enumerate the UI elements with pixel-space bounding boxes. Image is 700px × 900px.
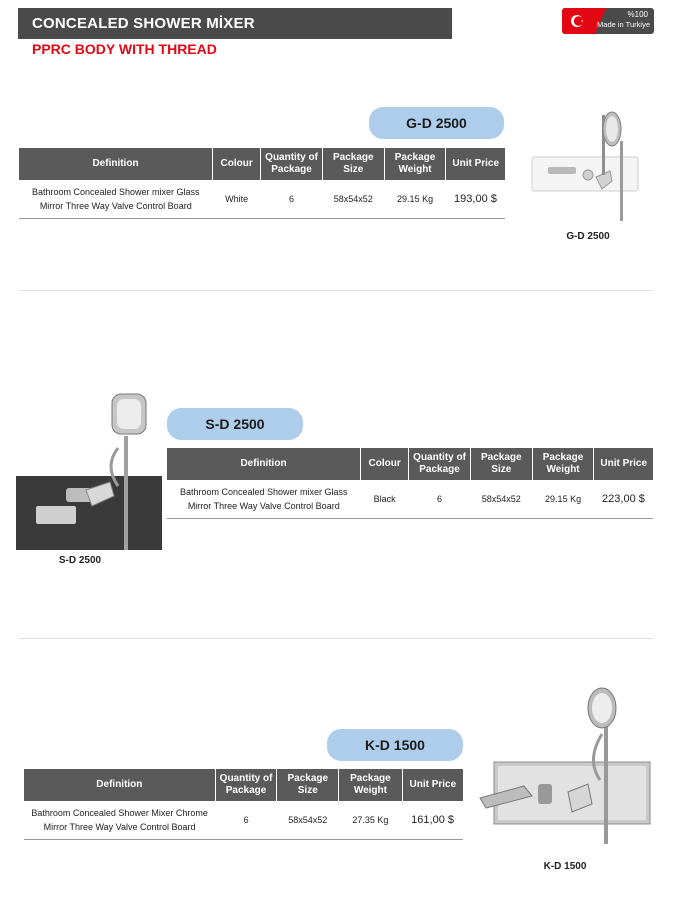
badge-made-in: Made in Turkiye bbox=[597, 20, 650, 29]
cell-definition: Bathroom Concealed Shower Mixer Chrome Mirror Three Way Valve Control Board bbox=[24, 801, 215, 840]
product-spec-table bbox=[167, 448, 653, 519]
cell-definition: Bathroom Concealed Shower mixer Glass Mirror Three Way Valve Control Board bbox=[19, 180, 213, 219]
cell-price: 193,00 $ bbox=[446, 180, 505, 219]
table-row bbox=[167, 480, 653, 519]
product-image-s-d-2500 bbox=[0, 386, 164, 552]
header-size: Package Size bbox=[277, 769, 339, 801]
header-definition: Definition bbox=[19, 148, 213, 180]
header-definition: Definition bbox=[167, 448, 361, 480]
cell-size: 58x54x52 bbox=[277, 801, 339, 840]
cell-size: 58x54x52 bbox=[322, 180, 384, 219]
cell-quantity: 6 bbox=[409, 480, 471, 519]
product-caption: S-D 2500 bbox=[58, 555, 102, 566]
product-caption: K-D 1500 bbox=[543, 861, 587, 872]
cell-price: 223,00 $ bbox=[594, 480, 653, 519]
header-weight: Package Weight bbox=[532, 448, 594, 480]
product-image-k-d-1500 bbox=[476, 680, 654, 852]
header-price: Unit Price bbox=[594, 448, 653, 480]
cell-colour: White bbox=[213, 180, 261, 219]
made-in-turkey-badge bbox=[562, 8, 654, 34]
header-price: Unit Price bbox=[446, 148, 505, 180]
header-colour: Colour bbox=[361, 448, 409, 480]
header-size: Package Size bbox=[470, 448, 532, 480]
product-code-pill: G-D 2500 bbox=[369, 107, 504, 139]
cell-definition: Bathroom Concealed Shower mixer Glass Mirror Three Way Valve Control Board bbox=[167, 480, 361, 519]
cell-price: 161,00 $ bbox=[402, 801, 463, 840]
product-caption: G-D 2500 bbox=[566, 231, 610, 242]
cell-size: 58x54x52 bbox=[470, 480, 532, 519]
cell-quantity: 6 bbox=[215, 801, 277, 840]
product-code-pill: K-D 1500 bbox=[327, 729, 463, 761]
header-price: Unit Price bbox=[402, 769, 463, 801]
header-size: Package Size bbox=[322, 148, 384, 180]
page-title: CONCEALED SHOWER MİXER bbox=[32, 15, 255, 32]
product-spec-table bbox=[19, 148, 505, 219]
header-weight: Package Weight bbox=[339, 769, 403, 801]
cell-weight: 27.35 Kg bbox=[339, 801, 403, 840]
header-weight: Package Weight bbox=[384, 148, 446, 180]
cell-weight: 29.15 Kg bbox=[532, 480, 594, 519]
header-quantity: Quantity of Package bbox=[261, 148, 323, 180]
cell-weight: 29.15 Kg bbox=[384, 180, 446, 219]
product-code-pill: S-D 2500 bbox=[167, 408, 303, 440]
cell-colour: Black bbox=[361, 480, 409, 519]
page-subtitle: PPRC BODY WITH THREAD bbox=[32, 41, 217, 57]
product-image-g-d-2500 bbox=[520, 105, 656, 223]
header-bar bbox=[18, 8, 452, 39]
header-definition: Definition bbox=[24, 769, 215, 801]
table-row bbox=[19, 180, 505, 219]
header-colour: Colour bbox=[213, 148, 261, 180]
section-divider bbox=[18, 290, 654, 291]
badge-percent: %100 bbox=[627, 10, 648, 19]
product-spec-table bbox=[24, 769, 463, 840]
cell-quantity: 6 bbox=[261, 180, 323, 219]
header-quantity: Quantity of Package bbox=[215, 769, 277, 801]
header-quantity: Quantity of Package bbox=[409, 448, 471, 480]
table-row bbox=[24, 801, 463, 840]
section-divider bbox=[18, 638, 654, 639]
